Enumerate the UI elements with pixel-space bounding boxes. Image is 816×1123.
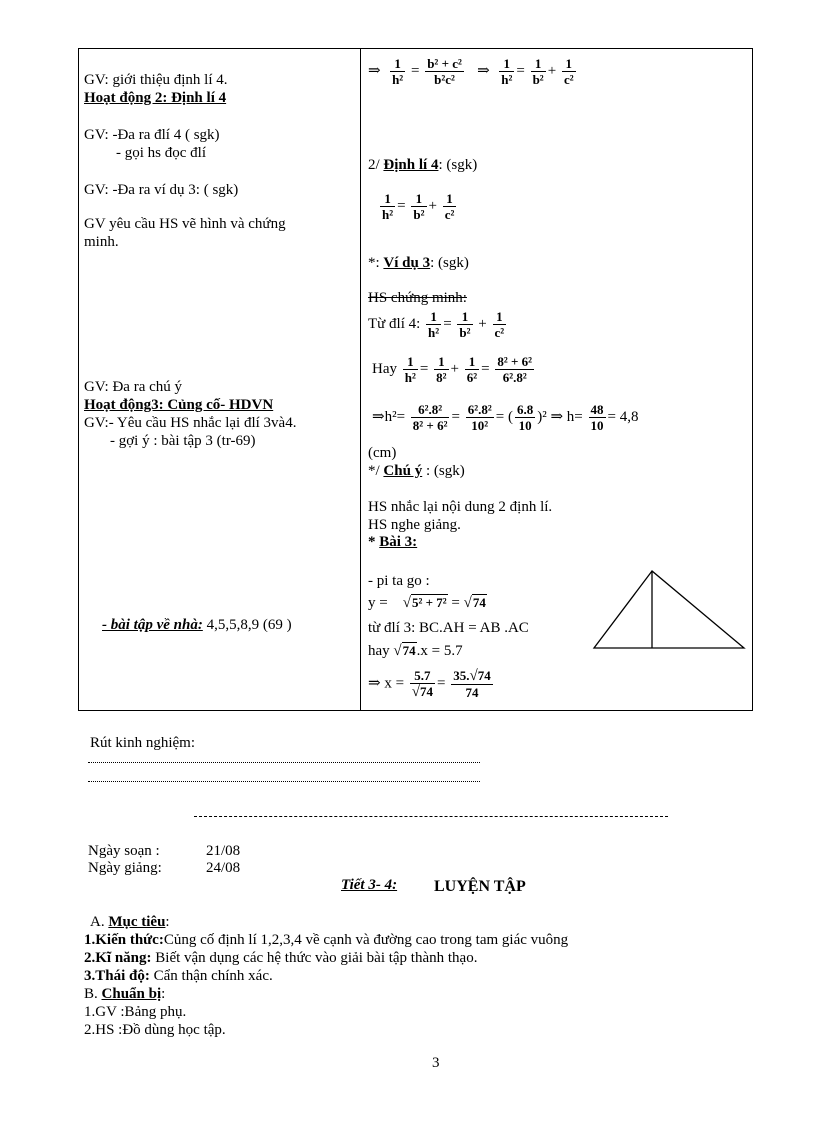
fraction: $\frac{\text{b² + c²}}{\text{b²c²}}$ — [427, 56, 462, 87]
skills-line: 2.Kĩ năng: Biết vận dụng các hệ thức vào giải bài tập thành thạo. — [84, 950, 478, 966]
fraction: 5.7 √ 74 — [410, 668, 435, 700]
prep-date: 21/08 — [206, 843, 241, 859]
example-3-title: Ví dụ 3 — [383, 255, 431, 271]
homework-line — [102, 617, 292, 634]
homework-value: 4,5,5,8,9 (69 ) — [206, 617, 292, 633]
teach-date: 24/08 — [206, 860, 241, 876]
fraction: $\frac{\text{6².8²}}{\text{8² + 6²}}$ — [412, 402, 448, 433]
left-line-10: GV:- Yêu cầu HS nhắc lại đlí 3và4. — [84, 415, 297, 431]
implies-symbol: ⇒ — [368, 62, 381, 79]
listen-line: HS nghe giảng. — [368, 517, 461, 533]
left-line-3: GV: -Đa ra đlí 4 ( sgk) — [84, 127, 220, 143]
fraction: $\frac{1}{\text{c²}}$ — [563, 56, 574, 87]
hay-line: Hay $\frac{1}{\text{h²}}$ = $\frac{1}{\text{8²}}$ + $\frac{1}{\text{6²}}$ = $\frac{\text{8² + 6²}}{\text{6².8²}}$ — [372, 354, 533, 385]
separator-line — [194, 816, 668, 817]
left-line-5: GV: -Đa ra ví dụ 3: ( sgk) — [84, 182, 239, 198]
objectives-heading: A. Mục tiêu: — [90, 914, 170, 930]
fraction: $\frac{1}{\text{c²}}$ — [444, 191, 455, 222]
exercise-3-line: * Bài 3: — [368, 534, 418, 550]
fraction: $\frac{1}{\text{6²}}$ — [466, 354, 478, 385]
prep-date-label: Ngày soạn : — [88, 843, 160, 859]
note-title: Chú ý — [383, 463, 423, 479]
hay-x-line: hay √ 74.x = 5.7 — [368, 642, 463, 660]
fraction: $\frac{1}{\text{b²}}$ — [413, 191, 425, 222]
dotted-line — [88, 781, 480, 782]
unit-cm: (cm) — [368, 445, 397, 461]
note-line: */ Chú ý : (sgk) — [368, 463, 465, 479]
teacher-prep: 1.GV :Bảng phụ. — [84, 1004, 187, 1020]
implies-symbol: ⇒ — [477, 62, 490, 79]
dotted-line — [88, 762, 480, 763]
experience-label: Rút kinh nghiệm: — [90, 735, 195, 751]
left-line-1: GV: giới thiệu định lí 4. — [84, 72, 228, 88]
y-equation: y = √ 5² + 7² = √ 74 — [368, 594, 487, 612]
fraction: $\frac{35.√ 74}{74}$ — [451, 668, 492, 700]
theorem-3-line: từ đlí 3: BC.AH = AB .AC — [368, 620, 529, 636]
right-triangle-figure — [590, 568, 748, 652]
pythagoras-line: - pi ta go : — [368, 573, 430, 589]
fraction: $\frac{1}{\text{b²}}$ — [459, 309, 471, 340]
fraction: $\frac{1}{\text{h²}}$ — [392, 56, 404, 87]
theorem-4-formula: $\frac{1}{\text{h²}}$ = $\frac{1}{\text{b²}}$ + $\frac{1}{\text{c²}}$ — [382, 191, 455, 222]
example-3-line: *: Ví dụ 3: (sgk) — [368, 255, 469, 271]
proof-heading: HS chứng minh: — [368, 290, 467, 306]
fraction: $\frac{\text{8² + 6²}}{\text{6².8²}}$ — [497, 354, 533, 385]
fraction: $\frac{\text{6².8²}}{\text{10²}}$ — [467, 402, 492, 433]
fraction: $\frac{1}{\text{h²}}$ — [501, 56, 513, 87]
fraction: $\frac{1}{\text{h²}}$ — [428, 309, 440, 340]
exercise-3-title: Bài 3: — [379, 534, 418, 550]
x-result-line: ⇒ x = 5.7 √ 74 = $\frac{35.√ 74}{74}$ — [368, 668, 495, 700]
fraction: $\frac{1}{\text{h²}}$ — [404, 354, 416, 385]
lesson-title: LUYỆN TẬP — [434, 878, 526, 895]
theorem-4-line: 2/ Định lí 4: (sgk) — [368, 157, 478, 173]
page-number: 3 — [432, 1055, 440, 1071]
teach-date-label: Ngày giảng: — [88, 860, 162, 876]
activity-2-heading: Hoạt động 2: Định lí 4 — [84, 90, 227, 106]
recall-line: HS nhắc lại nội dung 2 định lí. — [368, 499, 553, 515]
student-prep: 2.HS :Đồ dùng học tập. — [84, 1022, 226, 1038]
formula-row-1: ⇒ $\frac{1}{\text{h²}}$ = $\frac{\text{b² + c²}}{\text{b²c²}}$ ⇒ $\frac{1}{\text{h²}}$ = $\frac{1}{\text{b²}}$ + $\frac{1}{\text{c²}}$ — [368, 56, 574, 87]
homework-label: - bài tập về nhà: — [102, 617, 203, 633]
left-line-6: GV yêu cầu HS vẽ hình và chứng — [84, 216, 286, 232]
fraction: $\frac{1}{\text{b²}}$ — [532, 56, 544, 87]
from-theorem-4: Từ đlí 4: $\frac{1}{\text{h²}}$ = $\frac{1}{\text{b²}}$ + $\frac{1}{\text{c²}}$ — [368, 309, 505, 340]
fraction: $\frac{6.8}{10}$ — [516, 402, 534, 433]
fraction: $\frac{48}{10}$ — [590, 402, 604, 433]
left-line-8: GV: Đa ra chú ý — [84, 379, 183, 395]
left-line-4: - gọi hs đọc đlí — [116, 145, 206, 161]
h-squared-line: ⇒h²= $\frac{\text{6².8²}}{\text{8² + 6²}}$ = $\frac{\text{6².8²}}{\text{10²}}$ = ( $\frac{6.8}{10}$ )² ⇒ h= $\frac{48}{10}$ = 4,8 — [372, 402, 639, 433]
preparation-heading: B. Chuẩn bị: — [84, 986, 166, 1002]
fraction: $\frac{1}{\text{h²}}$ — [382, 191, 394, 222]
period-label: Tiết 3- 4: — [341, 877, 398, 893]
activity-3-heading: Hoạt động3: Củng cố- HDVN — [84, 397, 274, 413]
attitude-line: 3.Thái độ: Cẩn thận chính xác. — [84, 968, 273, 984]
knowledge-line: 1.Kiến thức:Củng cố định lí 1,2,3,4 về cạnh và đường cao trong tam giác vuông — [84, 932, 569, 948]
column-divider — [360, 48, 361, 711]
triangle-shape — [594, 571, 744, 648]
fraction: $\frac{1}{\text{c²}}$ — [494, 309, 505, 340]
left-line-11: - gợi ý : bài tập 3 (tr-69) — [110, 433, 256, 449]
theorem-4-title: Định lí 4 — [383, 157, 439, 173]
fraction: $\frac{1}{\text{8²}}$ — [436, 354, 447, 385]
left-line-7: minh. — [84, 234, 119, 250]
